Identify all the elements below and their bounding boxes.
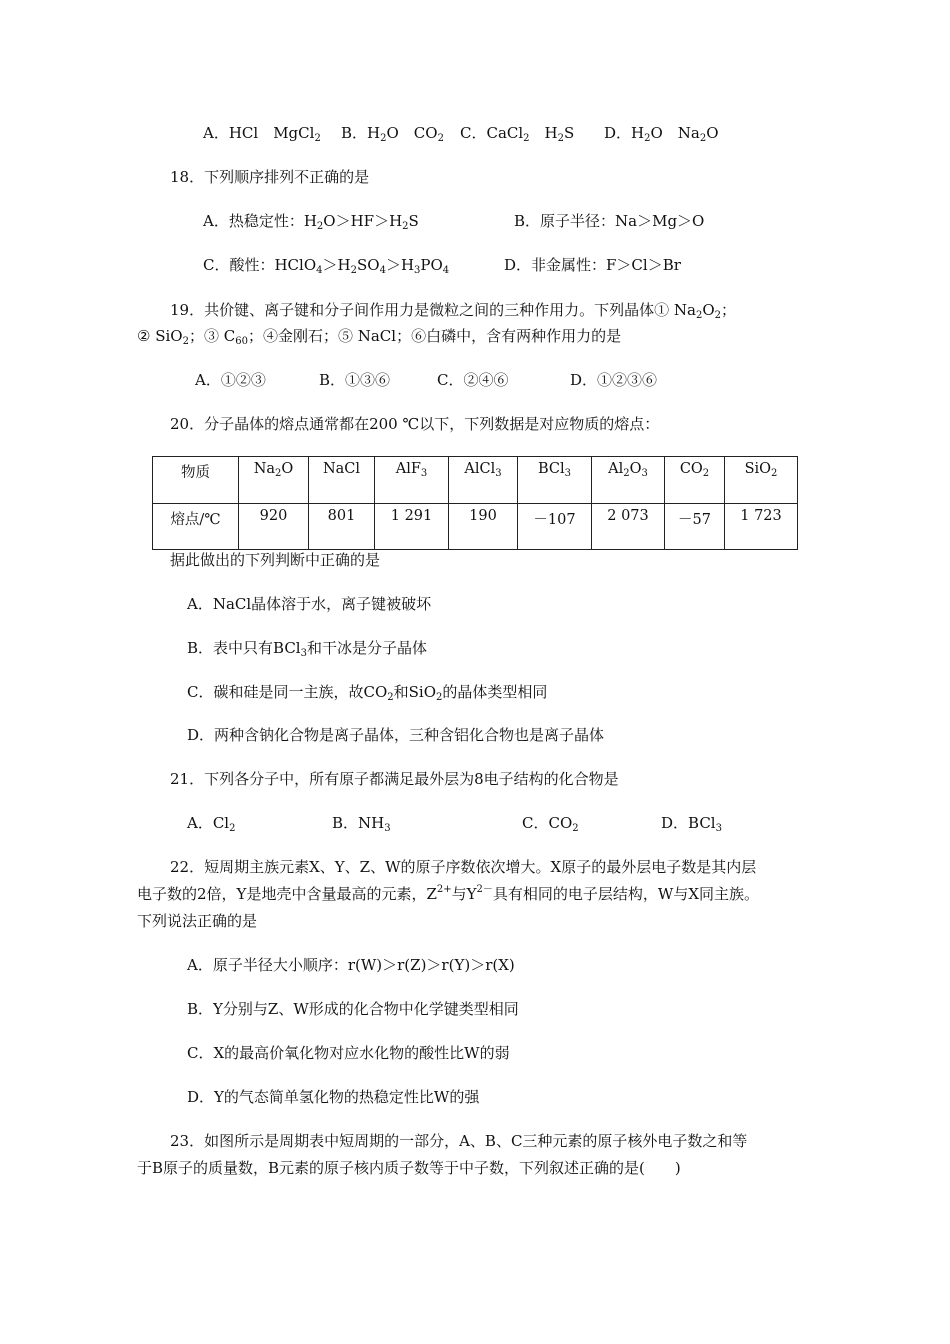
table-cell-value: 1 291: [375, 503, 449, 550]
q18-stem: 18．下列顺序排列不正确的是: [170, 168, 370, 186]
q22-stem-line1: 22．短周期主族元素X、Y、Z、W的原子序数依次增大。X原子的最外层电子数是其内层: [170, 858, 757, 876]
q21-stem: 21．下列各分子中，所有原子都满足最外层为8电子结构的化合物是: [170, 770, 619, 788]
q21-option-d: D．BCl$_3$: [661, 814, 722, 834]
table-cell-substance: AlCl$_3$: [449, 457, 518, 504]
q22-option-c: C．X的最高价氧化物对应水化物的酸性比W的弱: [187, 1044, 510, 1062]
q18-option-b: B．原子半径：Na＞Mg＞O: [514, 212, 705, 230]
q21-option-c: C．$CO_2$: [522, 814, 579, 834]
melting-point-table: [152, 456, 798, 550]
q18-option-c: C．酸性：$HClO_4>H_2SO_4>H_3PO_4$: [203, 256, 450, 276]
table-cell-substance: SiO$_2$: [725, 457, 798, 504]
q19-option-d: D．①②③⑥: [570, 371, 658, 389]
q22-option-b: B．Y分别与Z、W形成的化合物中化学键类型相同: [187, 1000, 519, 1018]
q20-option-b: B．表中只有BCl$_3$和干冰是分子晶体: [187, 639, 427, 659]
q17-option-b: B．$H_2O$ $CO_2$: [341, 124, 444, 144]
q20-option-c: C．碳和硅是同一主族，故$CO_2$和SiO$_2$的晶体类型相同: [187, 683, 548, 703]
q20-option-d: D．两种含钠化合物是离子晶体，三种含铝化合物也是离子晶体: [187, 726, 605, 744]
q19-stem-line1: 19．共价键、离子键和分子间作用力是微粒之间的三种作用力。下列晶体① $Na_2O_2$；: [170, 301, 737, 321]
table-row-label: 熔点/℃: [153, 503, 239, 550]
q22-stem-line3: 下列说法正确的是: [137, 912, 258, 930]
table-cell-substance: AlF$_3$: [375, 457, 449, 504]
q21-option-a: A．$Cl_2$: [187, 814, 236, 834]
q22-option-d: D．Y的气态简单氢化物的热稳定性比W的强: [187, 1088, 480, 1106]
q21-option-b: B．$NH_3$: [332, 814, 391, 834]
q19-stem-line2: ② SiO$_2$；③ $C_{60}$；④金刚石；⑤ NaCl；⑥白磷中，含有两种作用力的是: [137, 327, 622, 347]
q22-option-a: A．原子半径大小顺序：r(W)＞r(Z)＞r(Y)＞r(X): [187, 956, 515, 974]
q19-option-a: A．①②③: [195, 371, 266, 389]
q23-stem-line1: 23．如图所示是周期表中短周期的一部分，A、B、C三种元素的原子核外电子数之和等: [170, 1132, 748, 1150]
table-cell-value: －107: [518, 503, 592, 550]
q19-option-c: C．②④⑥: [437, 371, 509, 389]
q17-option-c: C．CaCl$_2$ $H_2S$: [460, 124, 575, 144]
q17-option-a: A．HCl MgCl$_2$: [203, 124, 321, 144]
table-cell-value: 2 073: [592, 503, 665, 550]
table-cell-substance: NaCl: [309, 457, 375, 504]
table-cell-value: －57: [665, 503, 725, 550]
q23-stem-line2: 于B原子的质量数，B元素的原子核内质子数等于中子数，下列叙述正确的是( ): [137, 1159, 681, 1177]
q20-stem: 20．分子晶体的熔点通常都在200 ℃以下，下列数据是对应物质的熔点：: [170, 415, 660, 433]
table-head-label: 物质: [153, 457, 239, 504]
table-cell-substance: $CO_2$: [665, 457, 725, 504]
table-header-row: [153, 457, 798, 504]
q20-after-text: 据此做出的下列判断中正确的是: [170, 551, 381, 569]
q20-option-a: A．NaCl晶体溶于水，离子键被破坏: [187, 595, 432, 613]
table-cell-value: 1 723: [725, 503, 798, 550]
table-cell-value: 801: [309, 503, 375, 550]
table-cell-value: 190: [449, 503, 518, 550]
table-cell-substance: BCl$_3$: [518, 457, 592, 504]
q22-stem-line2: 电子数的2倍，Y是地壳中含量最高的元素，$Z^{2+}$与$Y^{2-}$具有相同的电子层结构，W与X同主族。: [137, 884, 760, 903]
q18-option-d: D．非金属性：F＞Cl＞Br: [504, 256, 681, 274]
table-cell-value: 920: [239, 503, 309, 550]
table-row: [153, 503, 798, 550]
q18-option-a: A．热稳定性：$H_2O>HF>H_2S$: [203, 212, 419, 232]
q17-option-d: D．$H_2O$ $Na_2O$: [604, 124, 719, 144]
table-cell-substance: $Al_2O_3$: [592, 457, 665, 504]
q19-option-b: B．①③⑥: [319, 371, 391, 389]
table-cell-substance: $Na_2O$: [239, 457, 309, 504]
